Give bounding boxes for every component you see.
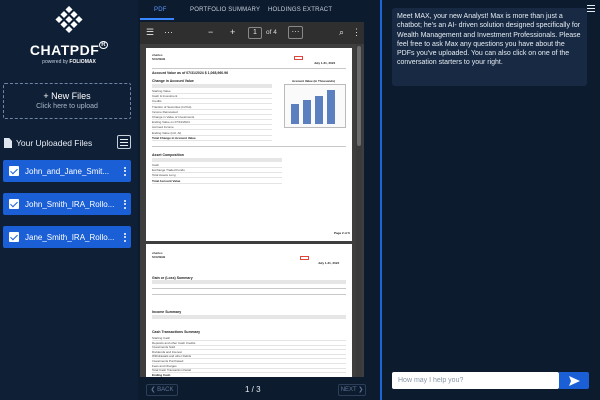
- welcome-message: Meet MAX, your new Analyst! Max is more than just a chatbot; he's an AI- driven solution designed specifically for Wealth Management and Investment Professionals. Please feel free to ask Max any questions you have about the PDFs you've uploaded. You can also click on one of the conversation starters to your right.: [392, 8, 587, 86]
- schwab-logo: charles SCHWAB: [152, 251, 166, 259]
- file-name: John_Smith_IRA_Rollo...: [25, 199, 115, 209]
- highlight-box: [300, 256, 309, 260]
- file-item[interactable]: [3, 193, 131, 215]
- send-button[interactable]: [559, 372, 589, 389]
- statement-date: July 1-31, 2024: [314, 61, 336, 65]
- registered-mark: R: [101, 42, 107, 48]
- table-row-label: Transfer of Securities (In/Out): [152, 104, 192, 109]
- more-options-icon[interactable]: ···: [164, 27, 173, 37]
- logo-icon: [55, 6, 83, 34]
- row-divider: [152, 183, 282, 184]
- account-value-title: Account Value as of 07/31/2024 $ 1,068,960.96: [152, 71, 229, 75]
- table-row-label: Total Account Value: [152, 178, 181, 183]
- row-divider: [152, 372, 346, 373]
- pdf-viewer: [140, 22, 364, 377]
- table-row-label: Ending Value on 07/31/2024: [152, 120, 190, 125]
- schwab-logo: charles SCHWAB: [152, 53, 166, 61]
- highlight-box: [294, 56, 303, 60]
- table-row-label: Investments Purchased: [152, 359, 184, 363]
- more-menu-button[interactable]: ···: [288, 26, 303, 39]
- upload-hint: Click here to upload: [36, 103, 98, 110]
- table-row-label: Ending Cash: [152, 372, 171, 377]
- table-row-label: Income Reinvested: [152, 109, 178, 114]
- table-row-label: Fees and Charges: [152, 363, 177, 368]
- viewer-tabs: [138, 0, 380, 22]
- asset-composition-header: Asset Composition: [152, 153, 184, 157]
- kebab-menu-icon[interactable]: [124, 233, 126, 242]
- table-row-label: Investments Sold: [152, 345, 176, 350]
- divider: [152, 288, 346, 289]
- zoom-in-button[interactable]: +: [230, 27, 236, 37]
- foliomax-brand: FOLIOMAX: [69, 59, 96, 65]
- checkbox[interactable]: [9, 166, 19, 176]
- pdf-page-2: [146, 244, 352, 377]
- tab-pdf[interactable]: PDF: [154, 7, 167, 13]
- back-button[interactable]: ❮ BACK: [146, 384, 178, 396]
- checkbox[interactable]: [9, 232, 19, 242]
- upload-dropzone[interactable]: [3, 83, 131, 119]
- chart-bar: [315, 96, 323, 124]
- send-icon: [569, 376, 580, 386]
- page-counter: 1 / 3: [245, 385, 261, 394]
- powered-by: powered by FOLIOMAX: [42, 59, 96, 65]
- chart-bar: [327, 90, 335, 124]
- table-row-label: Credits: [152, 99, 162, 104]
- table-header-bar: [152, 315, 346, 319]
- divider: [152, 146, 346, 147]
- file-item[interactable]: [3, 160, 131, 182]
- file-name: Jane_Smith_IRA_Rollo...: [25, 232, 115, 242]
- filter-button[interactable]: [117, 135, 131, 149]
- overflow-icon[interactable]: ⋮: [352, 27, 361, 37]
- next-button[interactable]: NEXT ❯: [338, 384, 366, 396]
- table-row-label: Ending Value (incl. AI): [152, 130, 182, 135]
- zoom-out-button[interactable]: −: [208, 27, 214, 37]
- kebab-menu-icon[interactable]: [124, 200, 126, 209]
- kebab-menu-icon[interactable]: [124, 167, 126, 176]
- table-header-bar: [152, 84, 272, 88]
- table-row-label: Starting Value: [152, 89, 171, 93]
- file-icon: [4, 138, 12, 148]
- table-header-bar: [152, 280, 346, 284]
- pdf-toolbar: [140, 22, 364, 44]
- gain-loss-header: Gain or (Loss) Summary: [152, 276, 193, 280]
- divider: [152, 294, 346, 295]
- statement-date: July 1-31, 2024: [318, 261, 340, 265]
- table-row-label: Dividends and Interest: [152, 349, 182, 354]
- chart-title: Account Value (in Thousands): [292, 79, 336, 83]
- cash-transactions-header: Cash Transactions Summary: [152, 330, 201, 334]
- active-tab-indicator: [140, 18, 174, 20]
- checkbox[interactable]: [9, 199, 19, 209]
- file-name: John_and_Jane_Smit...: [25, 166, 110, 176]
- uploaded-files-title: Your Uploaded Files: [16, 138, 93, 148]
- chart-bar: [291, 104, 299, 124]
- file-item[interactable]: [3, 226, 131, 248]
- new-files-label: + New Files: [43, 91, 91, 101]
- table-row-label: Cash & Investment: [152, 94, 178, 99]
- divider: [152, 68, 346, 69]
- pager: [138, 379, 380, 400]
- row-divider: [152, 98, 272, 99]
- scroll-thumb[interactable]: [357, 46, 361, 146]
- page-number-input[interactable]: 1: [248, 27, 262, 39]
- account-value-chart: [284, 84, 346, 128]
- chart-bar: [303, 100, 311, 124]
- table-row-label: Total Assets Long: [152, 173, 176, 178]
- page-footer: Page 2 of 6: [334, 231, 350, 235]
- brand-title: CHATPDF $^R$: [29, 42, 107, 58]
- table-row-label: Cash: [152, 163, 160, 167]
- search-icon[interactable]: ⌕: [339, 27, 345, 37]
- tab-holdings-extract[interactable]: HOLDINGS EXTRACT: [268, 7, 333, 13]
- income-summary-header: Income Summary: [152, 310, 182, 314]
- sidebar-toggle-icon[interactable]: ☰: [146, 27, 155, 37]
- table-row-label: Change in Value of Investments: [152, 115, 195, 119]
- viewer-scrollbar[interactable]: [356, 44, 362, 377]
- table-header-bar: [152, 158, 282, 162]
- table-row-label: Deposits and other Cash Credits: [152, 340, 196, 345]
- row-divider: [152, 140, 272, 141]
- row-divider: [152, 345, 346, 346]
- sidebar: [0, 0, 138, 400]
- table-row-label: Total Cash Transaction Detail: [152, 368, 192, 373]
- tab-portfolio-summary[interactable]: PORTFOLIO SUMMARY: [190, 7, 261, 13]
- chat-input[interactable]: [392, 372, 559, 389]
- table-row-label: Accrued Income: [152, 125, 174, 130]
- uploaded-files-header: [4, 136, 92, 150]
- pdf-page-1: [146, 48, 352, 241]
- table-row-label: Starting Cash: [152, 336, 171, 340]
- settings-icon[interactable]: [585, 2, 597, 14]
- table-row-label: Exchange Traded Funds: [152, 168, 185, 173]
- change-header: Change in Account Value: [152, 79, 194, 83]
- chat-panel: [382, 0, 600, 400]
- table-row-label: Withdrawals and other Debits: [152, 354, 192, 359]
- table-row-label: Total Change in Account Value: [152, 135, 196, 140]
- page-total: of 4: [266, 29, 277, 36]
- row-divider: [152, 363, 346, 364]
